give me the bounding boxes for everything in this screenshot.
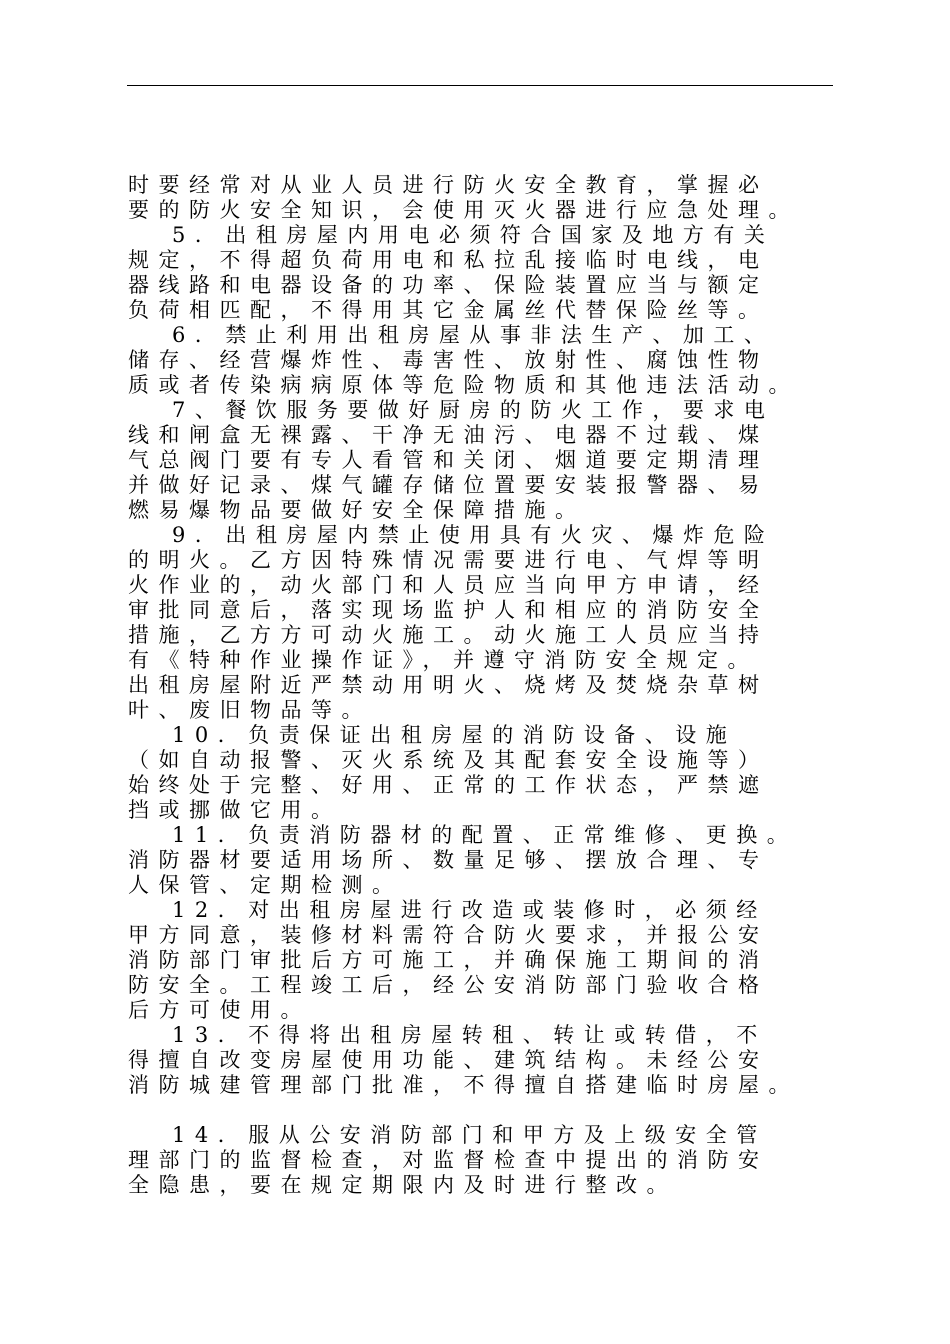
text-line: 并做好记录、煤气罐存储位置要安装报警器、易 xyxy=(128,473,769,497)
text-line: 叶、废旧物品等。 xyxy=(128,698,372,722)
text-line: 有《特种作业操作证》，并遵守消防安全规定。 xyxy=(128,648,758,672)
header-rule xyxy=(127,85,833,86)
text-line: 的明火。乙方因特殊情况需要进行电、气焊等明 xyxy=(128,548,769,572)
paragraph-11-start: 11．负责消防器材的配置、正常维修、更换。 xyxy=(172,823,798,847)
text-line: 全隐患，要在规定期限内及时进行整改。 xyxy=(128,1173,677,1197)
text-line: 甲方同意，装修材料需符合防火要求，并报公安 xyxy=(128,923,769,947)
text-line: 规定，不得超负荷用电和私拉乱接临时电线，电 xyxy=(128,248,769,272)
paragraph-10-start: 10．负责保证出租房屋的消防设备、设施 xyxy=(172,723,737,747)
text-line: 质或者传染病病原体等危险物质和其他违法活动。 xyxy=(128,373,799,397)
text-line: 措施，乙方方可动火施工。动火施工人员应当持 xyxy=(128,623,769,647)
text-line: 燃易爆物品要做好安全保障措施。 xyxy=(128,498,586,522)
text-line: 审批同意后，落实现场监护人和相应的消防安全 xyxy=(128,598,769,622)
text-line: 要的防火安全知识，会使用灭火器进行应急处理。 xyxy=(128,198,799,222)
text-line: 防安全。工程竣工后，经公安消防部门验收合格 xyxy=(128,973,769,997)
text-line: 线和闸盒无裸露、干净无油污、电器不过载、煤 xyxy=(128,423,769,447)
text-line: 出租房屋附近严禁动用明火、烧烤及焚烧杂草树 xyxy=(128,673,769,697)
text-line: 始终处于完整、好用、正常的工作状态，严禁遮 xyxy=(128,773,769,797)
text-line: 得擅自改变房屋使用功能、建筑结构。未经公安 xyxy=(128,1048,769,1072)
text-line: 后方可使用。 xyxy=(128,998,311,1022)
text-line: 理部门的监督检查，对监督检查中提出的消防安 xyxy=(128,1148,769,1172)
paragraph-14-start: 14．服从公安消防部门和甲方及上级安全管 xyxy=(172,1123,767,1147)
text-line: 时要经常对从业人员进行防火安全教育，掌握必 xyxy=(128,173,769,197)
text-line: 消防器材要适用场所、数量足够、摆放合理、专 xyxy=(128,848,769,872)
text-line: 气总阀门要有专人看管和关闭、烟道要定期清理 xyxy=(128,448,769,472)
document-body xyxy=(128,173,838,1198)
paragraph-9-start: 9．出租房屋内禁止使用具有火灾、爆炸危险 xyxy=(172,523,775,547)
text-line: 消防部门审批后方可施工，并确保施工期间的消 xyxy=(128,948,769,972)
paragraph-5-start: 5．出租房屋内用电必须符合国家及地方有关 xyxy=(172,223,775,247)
text-line: 消防城建管理部门批准，不得擅自搭建临时房屋。 xyxy=(128,1073,799,1097)
text-line: 器线路和电器设备的功率、保险装置应当与额定 xyxy=(128,273,769,297)
paragraph-13-start: 13．不得将出租房屋转租、转让或转借，不 xyxy=(172,1023,767,1047)
paragraph-12-start: 12．对出租房屋进行改造或装修时，必须经 xyxy=(172,898,767,922)
text-line: 挡或挪做它用。 xyxy=(128,798,342,822)
paragraph-7-start: 7、餐饮服务要做好厨房的防火工作，要求电 xyxy=(172,398,775,422)
text-line: 储存、经营爆炸性、毒害性、放射性、腐蚀性物 xyxy=(128,348,769,372)
text-line: 人保管、定期检测。 xyxy=(128,873,403,897)
text-line: （如自动报警、灭火系统及其配套安全设施等） xyxy=(128,748,769,772)
blank-line xyxy=(128,1098,838,1123)
text-line: 负荷相匹配，不得用其它金属丝代替保险丝等。 xyxy=(128,298,769,322)
text-line: 火作业的，动火部门和人员应当向甲方申请，经 xyxy=(128,573,769,597)
paragraph-6-start: 6．禁止利用出租房屋从事非法生产、加工、 xyxy=(172,323,775,347)
